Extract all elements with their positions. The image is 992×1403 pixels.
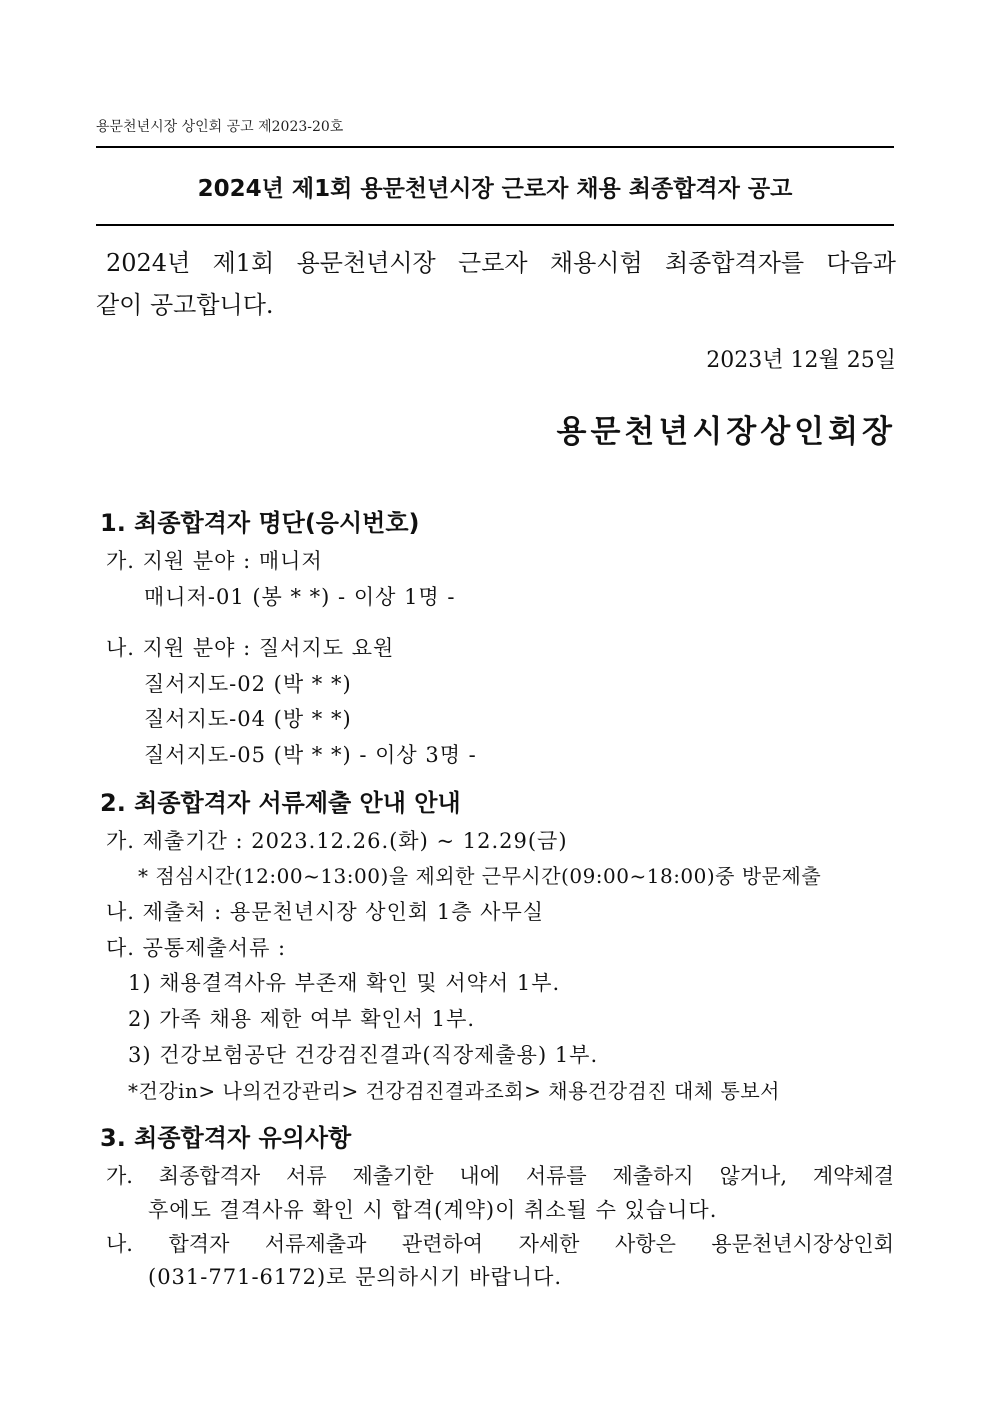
section-1-b-item: 질서지도-04 (방 * *)	[144, 707, 352, 731]
section-2-doc-item: 1) 채용결격사유 부존재 확인 및 서약서 1부.	[128, 971, 561, 995]
section-3-a-line-2: 후에도 결격사유 확인 시 합격(계약)이 취소될 수 있습니다.	[148, 1198, 718, 1222]
section-2-location: 나. 제출처 : 용문천년시장 상인회 1층 사무실	[106, 900, 545, 924]
section-3-b-line-1: 나. 합격자 서류제출과 관련하여 자세한 사항은 용문천년시장상인회	[106, 1232, 894, 1256]
section-1-b-item: 질서지도-05 (박 * *) - 이상 3명 -	[144, 743, 477, 767]
section-1-b-item: 질서지도-02 (박 * *)	[144, 672, 352, 696]
section-2-heading: 2. 최종합격자 서류제출 안내 안내	[100, 789, 461, 817]
notice-date: 2023년 12월 25일	[706, 348, 896, 373]
section-3-a-line-1: 가. 최종합격자 서류 제출기한 내에 서류를 제출하지 않거나, 계약체결	[106, 1164, 894, 1188]
section-3-b-line-2: (031-771-6172)로 문의하시기 바랍니다.	[148, 1265, 563, 1289]
section-2-docs-note: *건강in> 나의건강관리> 건강검진결과조회> 채용건강검진 대체 통보서	[128, 1079, 780, 1103]
section-1-b-label: 나. 지원 분야 : 질서지도 요원	[106, 636, 395, 660]
intro-line-2: 같이 공고합니다.	[96, 291, 274, 319]
section-1-a-label: 가. 지원 분야 : 매니저	[106, 549, 323, 573]
title-top-rule	[96, 146, 894, 148]
intro-line-1: 2024년 제1회 용문천년시장 근로자 채용시험 최종합격자를 다음과	[106, 249, 896, 277]
document-title: 2024년 제1회 용문천년시장 근로자 채용 최종합격자 공고	[197, 176, 793, 202]
title-bottom-rule	[96, 224, 894, 226]
section-2-doc-item: 2) 가족 채용 제한 여부 확인서 1부.	[128, 1007, 476, 1031]
section-2-period-note: * 점심시간(12:00~13:00)을 제외한 근무시간(09:00~18:00)중 방문제출	[138, 864, 822, 888]
section-2-period: 가. 제출기간 : 2023.12.26.(화) ~ 12.29(금)	[106, 829, 568, 853]
signer-name: 용문천년시장상인회장	[556, 414, 896, 450]
section-1-heading: 1. 최종합격자 명단(응시번호)	[100, 509, 420, 537]
notice-reference-number: 용문천년시장 상인회 공고 제2023-20호	[96, 119, 344, 135]
section-1-a-item: 매니저-01 (봉 * *) - 이상 1명 -	[144, 585, 456, 609]
section-2-docs-label: 다. 공통제출서류 :	[106, 936, 287, 960]
section-3-heading: 3. 최종합격자 유의사항	[100, 1124, 352, 1152]
section-2-doc-item: 3) 건강보험공단 건강검진결과(직장제출용) 1부.	[128, 1043, 599, 1067]
intro-paragraph	[96, 242, 896, 326]
